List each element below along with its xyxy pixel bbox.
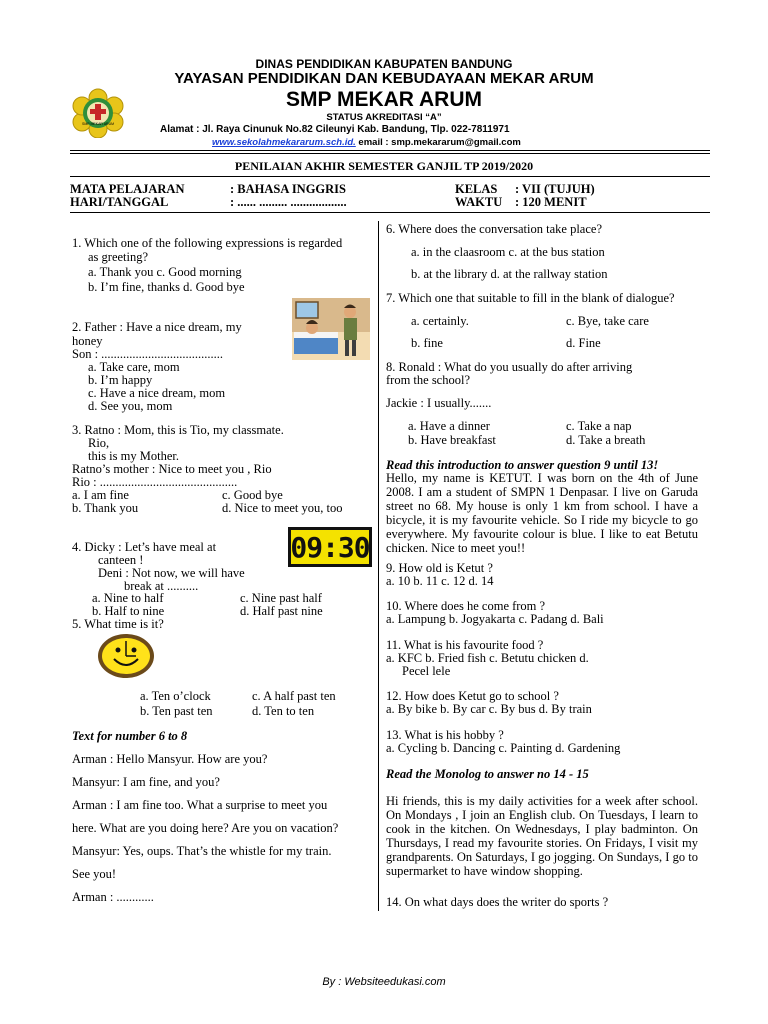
subject-value: : BAHASA INGGRIS xyxy=(230,182,346,196)
q3-option-a: a. I am fine xyxy=(72,488,129,502)
q11-options: a. KFC b. Fried fish c. Betutu chicken d. xyxy=(386,651,589,665)
q6-options-1: a. in the claasroom c. at the bus station xyxy=(411,245,605,259)
exam-title: PENILAIAN AKHIR SEMESTER GANJIL TP 2019/2020 xyxy=(234,159,534,173)
q6-question: 6. Where does the conversation take place? xyxy=(386,222,602,236)
intro-text: Hello, my name is KETUT. I was born on the 4th of June 2008. I am a student of SMPN 1 Denpasar. I live on Garuda street no 68. My house is only 1 km from school. I have a bicycle, it is my favourite vehicle. So I ride my bicycle to go everywhere. My favourite colour is blue. I like to eat Betutu chicken. Nice to meet you!! xyxy=(386,471,698,555)
school-address: Alamat : Jl. Raya Cinunuk No.82 Cileunyi Kab. Bandung, Tlp. 022-7811971 xyxy=(160,124,510,135)
website-link[interactable]: www.sekolahmekararum.sch.id. xyxy=(212,137,356,148)
q3-option-c: c. Good bye xyxy=(222,488,283,502)
q8-option-a: a. Have a dinner xyxy=(408,419,490,433)
q8-option-c: c. Take a nap xyxy=(566,419,632,433)
header-rule-top-2 xyxy=(70,153,710,154)
q8-option-b: b. Have breakfast xyxy=(408,433,496,447)
school-email: email : smp.mekararum@gmail.com xyxy=(355,137,521,148)
monolog-text: Hi friends, this is my daily activities for a week after school. On Mondays , I join an English club. On Tuesdays, I learn to cook in the kitchen. On Wednesdays, I play badminton. On Thursdays, I read my favourite stories. On Fridays, I visit my grandparents. On Saturdays, I go jogging. On Sundays, I go to supermarket to have window shopping. xyxy=(386,794,698,878)
q2-line3: Son : ....................................... xyxy=(72,347,224,361)
info-rule xyxy=(70,212,710,213)
column-divider xyxy=(378,221,379,911)
dialogue-line-2: Mansyur: I am fine, and you? xyxy=(72,775,220,789)
accreditation-status: STATUS AKREDITASI “A” xyxy=(326,112,442,123)
q2-line2: honey xyxy=(72,334,103,348)
intro-heading: Read this introduction to answer question 9 until 13! xyxy=(386,458,659,472)
q2-option-a: a. Take care, mom xyxy=(88,360,180,374)
date-value: : ...... ......... .................. xyxy=(230,195,347,209)
q2-option-d: d. See you, mom xyxy=(88,399,173,413)
q4-option-a: a. Nine to half xyxy=(92,591,164,605)
digital-clock-time: 09:30 xyxy=(290,530,370,564)
q8-line3: Jackie : I usually....... xyxy=(386,396,492,410)
logo-text: SMP MEKAR ARUM xyxy=(81,122,115,126)
q14-question: 14. On what days does the writer do sports ? xyxy=(386,895,609,909)
analog-clock-icon xyxy=(96,632,156,680)
dialogue-line-7: Arman : ............ xyxy=(72,890,154,904)
q12-options: a. By bike b. By car c. By bus d. By train xyxy=(386,702,592,716)
digital-clock xyxy=(288,527,372,567)
q4-option-c: c. Nine past half xyxy=(240,591,322,605)
agency-name: DINAS PENDIDIKAN KABUPATEN BANDUNG xyxy=(255,57,513,71)
dialogue-line-4: here. What are you doing here? Are you on vacation? xyxy=(72,821,339,835)
q3-option-b: b. Thank you xyxy=(72,501,139,515)
q7-option-c: c. Bye, take care xyxy=(566,314,649,328)
q4-line1: 4. Dicky : Let’s have meal at xyxy=(72,540,217,554)
q5-option-a: a. Ten o’clock xyxy=(140,689,211,703)
q4-line3: Deni : Not now, we will have xyxy=(98,566,245,580)
q4-option-d: d. Half past nine xyxy=(240,604,323,618)
q8-line2: from the school? xyxy=(386,373,471,387)
q4-option-b: b. Half to nine xyxy=(92,604,165,618)
q5-option-c: c. A half past ten xyxy=(252,689,336,703)
footer-credit: By : Websiteedukasi.com xyxy=(322,976,446,988)
dialogue-line-5: Mansyur: Yes, oups. That’s the whistle for my train. xyxy=(72,844,332,858)
q2-option-b: b. I’m happy xyxy=(88,373,153,387)
header-rule-top xyxy=(70,150,710,151)
q10-question: 10. Where does he come from ? xyxy=(386,599,546,613)
class-value: : VII (TUJUH) xyxy=(515,182,595,196)
date-label: HARI/TANGGAL xyxy=(70,195,169,209)
q7-question: 7. Which one that suitable to fill in the blank of dialogue? xyxy=(386,291,675,305)
q7-option-d: d. Fine xyxy=(566,336,601,350)
q7-option-a: a. certainly. xyxy=(411,314,469,328)
q4-line2: canteen ! xyxy=(98,553,144,567)
q8-line1: 8. Ronald : What do you usually do after arriving xyxy=(386,360,633,374)
q2-line1: 2. Father : Have a nice dream, my xyxy=(72,320,242,334)
q1-line1: 1. Which one of the following expressions is regarded xyxy=(72,236,343,250)
dialogue-line-1: Arman : Hello Mansyur. How are you? xyxy=(72,752,268,766)
q6-options-2: b. at the library d. at the rallway station xyxy=(411,267,608,281)
q5-option-b: b. Ten past ten xyxy=(140,704,213,718)
q5-option-d: d. Ten to ten xyxy=(252,704,315,718)
school-contact xyxy=(212,137,521,148)
title-rule xyxy=(70,176,710,177)
q4-line4: break at .......... xyxy=(124,579,199,593)
q11-options-2: Pecel lele xyxy=(402,664,451,678)
q1-line2: as greeting? xyxy=(88,250,149,264)
q3-option-d: d. Nice to meet you, too xyxy=(222,501,343,515)
dialogue-line-6: See you! xyxy=(72,867,117,881)
school-name: SMP MEKAR ARUM xyxy=(285,88,482,111)
q9-options: a. 10 b. 11 c. 12 d. 14 xyxy=(386,574,494,588)
q7-option-b: b. fine xyxy=(411,336,443,350)
q3-line3: this is my Mother. xyxy=(88,449,179,463)
q3-line2: Rio, xyxy=(88,436,110,450)
q8-option-d: d. Take a breath xyxy=(566,433,646,447)
q11-question: 11. What is his favourite food ? xyxy=(386,638,544,652)
q1-options-2: b. I’m fine, thanks d. Good bye xyxy=(88,280,245,294)
subject-label: MATA PELAJARAN xyxy=(70,182,185,196)
q13-options: a. Cycling b. Dancing c. Painting d. Gardening xyxy=(386,741,621,755)
time-label: WAKTU xyxy=(455,195,503,209)
q5-question: 5. What time is it? xyxy=(72,617,164,631)
q3-line5: Rio : ............................................ xyxy=(72,475,238,489)
q3-line1: 3. Ratno : Mom, this is Tio, my classmate. xyxy=(72,423,284,437)
foundation-name: YAYASAN PENDIDIKAN DAN KEBUDAYAAN MEKAR ARUM xyxy=(174,70,594,87)
dialogue-line-3: Arman : I am fine too. What a surprise to meet you xyxy=(72,798,328,812)
q3-line4: Ratno’s mother : Nice to meet you , Rio xyxy=(72,462,272,476)
q10-options: a. Lampung b. Jogyakarta c. Padang d. Bali xyxy=(386,612,604,626)
q9-question: 9. How old is Ketut ? xyxy=(386,561,493,575)
bedroom-picture xyxy=(292,298,370,360)
text-6-8-heading: Text for number 6 to 8 xyxy=(72,729,188,743)
time-value: : 120 MENIT xyxy=(515,195,587,209)
q12-question: 12. How does Ketut go to school ? xyxy=(386,689,559,703)
class-label: KELAS xyxy=(455,182,498,196)
q13-question: 13. What is his hobby ? xyxy=(386,728,504,742)
monolog-heading: Read the Monolog to answer no 14 - 15 xyxy=(386,767,589,781)
q2-option-c: c. Have a nice dream, mom xyxy=(88,386,226,400)
q1-options-1: a. Thank you c. Good morning xyxy=(88,265,242,279)
